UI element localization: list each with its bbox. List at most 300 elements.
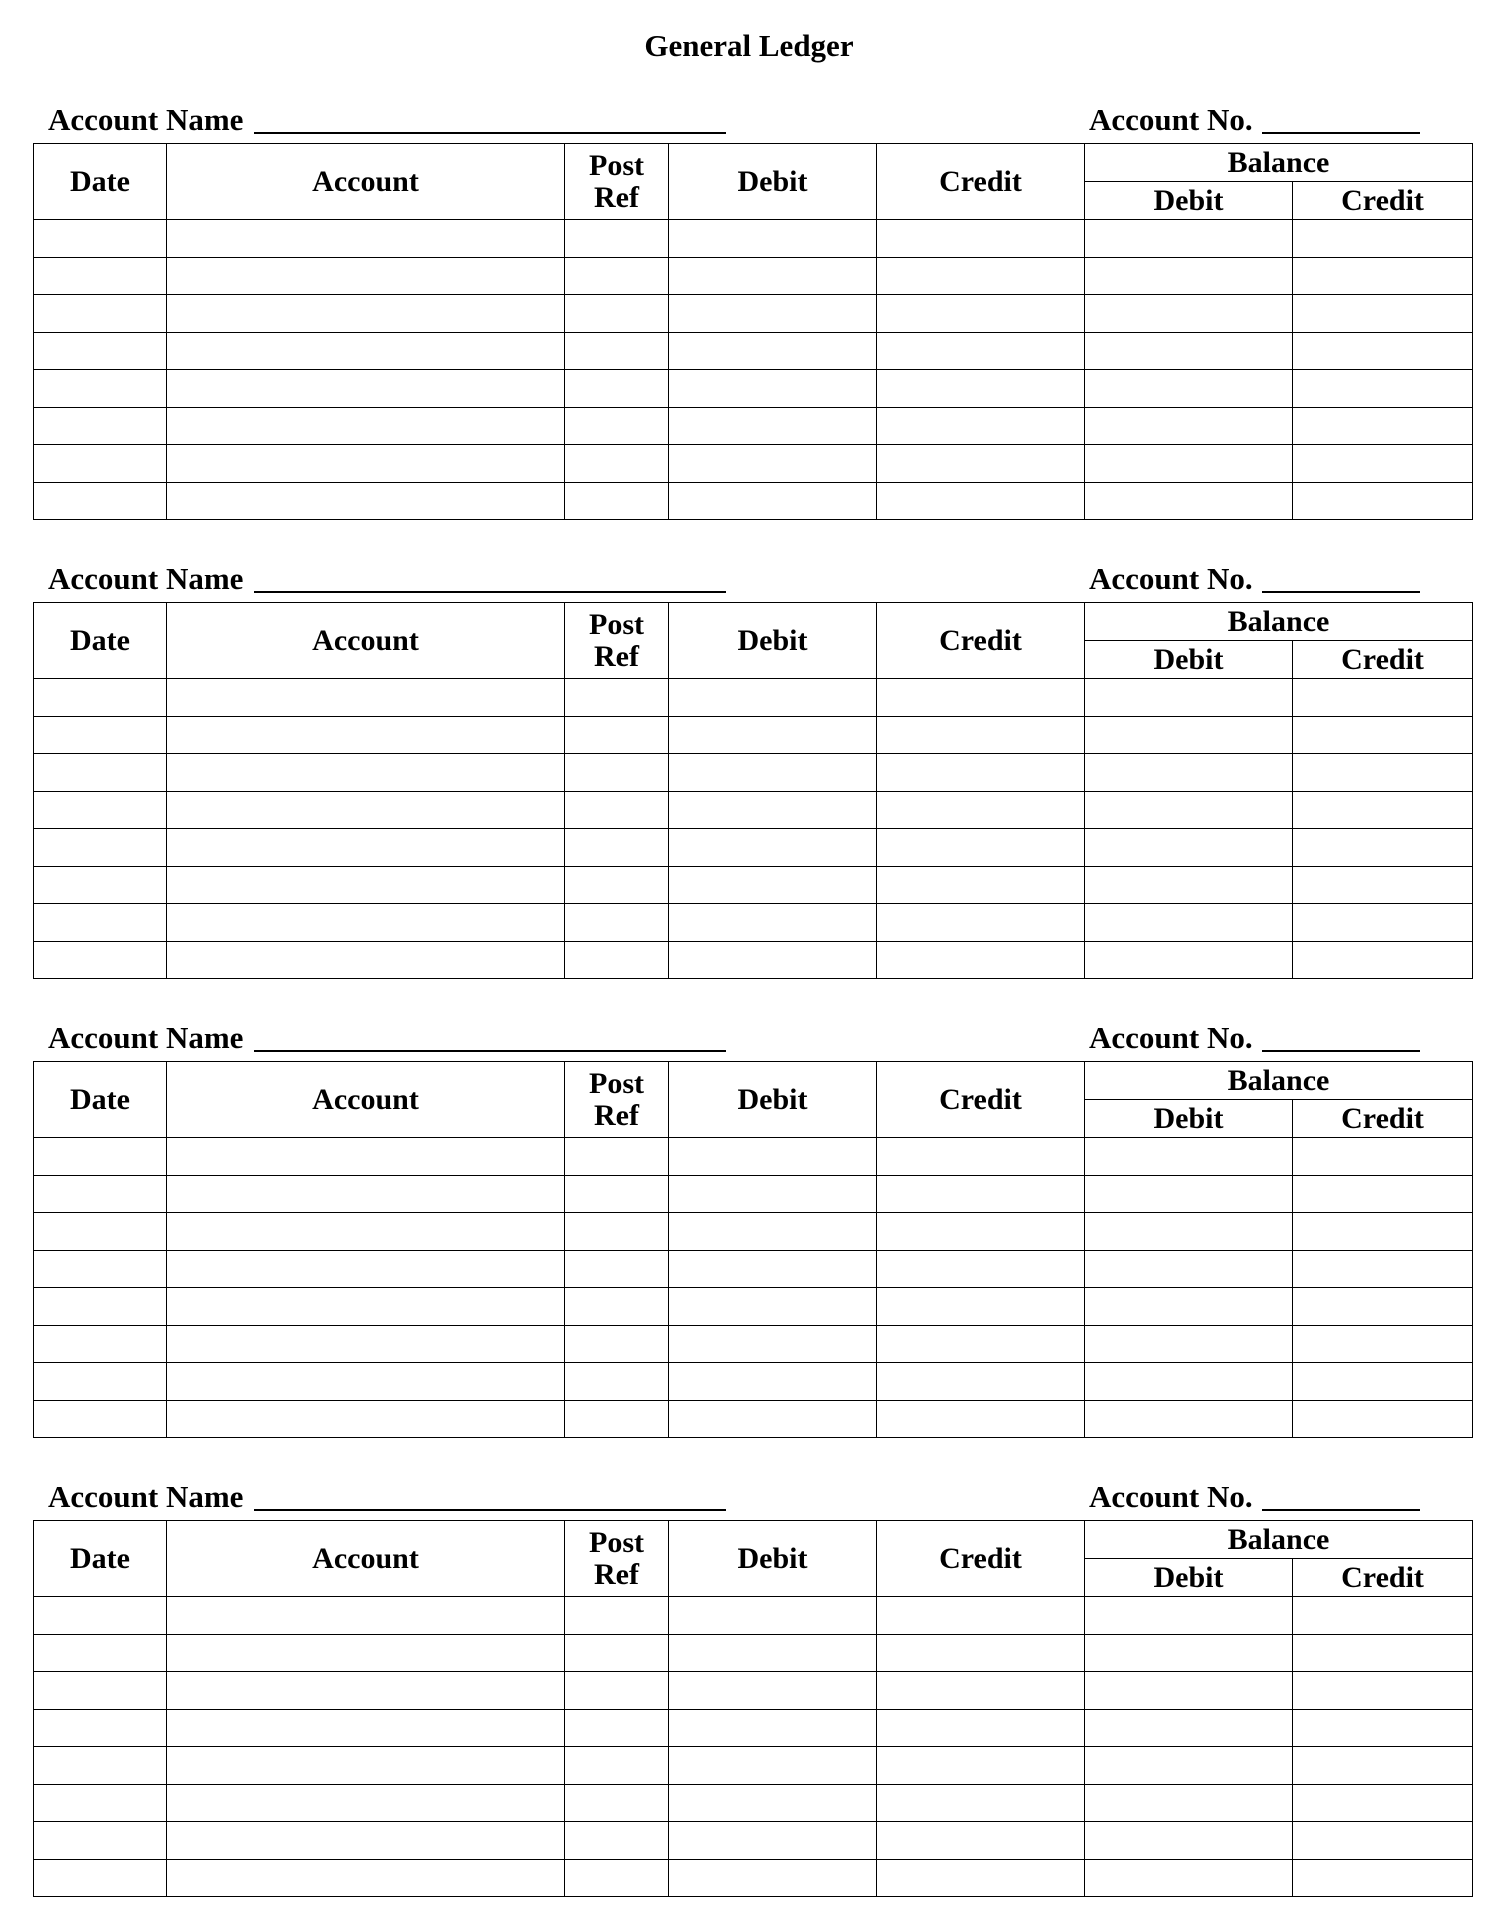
balance-debit-cell[interactable] bbox=[1085, 1250, 1293, 1288]
account-cell[interactable] bbox=[167, 1822, 565, 1860]
debit-cell[interactable] bbox=[669, 1672, 877, 1710]
credit-cell[interactable] bbox=[877, 1822, 1085, 1860]
table-row bbox=[34, 1672, 1473, 1710]
post-ref-cell[interactable] bbox=[565, 829, 669, 867]
post-ref-cell[interactable] bbox=[565, 1822, 669, 1860]
debit-cell[interactable] bbox=[669, 220, 877, 258]
balance-credit-cell[interactable] bbox=[1293, 679, 1473, 717]
balance-debit-cell[interactable] bbox=[1085, 1597, 1293, 1635]
column-header-debit: Debit bbox=[669, 144, 877, 220]
credit-cell[interactable] bbox=[877, 679, 1085, 717]
column-header-post-ref bbox=[565, 603, 669, 679]
table-row bbox=[34, 791, 1473, 829]
balance-credit-cell[interactable] bbox=[1293, 1747, 1473, 1785]
table-row bbox=[34, 1325, 1473, 1363]
balance-credit-cell[interactable] bbox=[1293, 257, 1473, 295]
balance-debit-cell[interactable] bbox=[1085, 295, 1293, 333]
account-cell[interactable] bbox=[167, 1363, 565, 1401]
post-ref-line1: Post bbox=[589, 1525, 644, 1559]
account-cell[interactable] bbox=[167, 1400, 565, 1438]
column-header-credit: Credit bbox=[877, 603, 1085, 679]
ledger-table bbox=[33, 602, 1473, 979]
debit-cell[interactable] bbox=[669, 904, 877, 942]
post-ref-cell[interactable] bbox=[565, 1288, 669, 1326]
date-cell[interactable] bbox=[34, 370, 167, 408]
account-cell[interactable] bbox=[167, 716, 565, 754]
post-ref-cell[interactable] bbox=[565, 220, 669, 258]
debit-cell[interactable] bbox=[669, 1363, 877, 1401]
column-header-balance-credit: Credit bbox=[1293, 641, 1473, 679]
account-name-label: Account Name bbox=[48, 1479, 244, 1514]
table-row bbox=[34, 829, 1473, 867]
account-cell[interactable] bbox=[167, 1672, 565, 1710]
post-ref-cell[interactable] bbox=[565, 791, 669, 829]
ledger-table bbox=[33, 143, 1473, 520]
post-ref-cell[interactable] bbox=[565, 1400, 669, 1438]
date-cell[interactable] bbox=[34, 1672, 167, 1710]
credit-cell[interactable] bbox=[877, 1859, 1085, 1897]
date-cell[interactable] bbox=[34, 1784, 167, 1822]
table-row bbox=[34, 754, 1473, 792]
account-cell[interactable] bbox=[167, 904, 565, 942]
debit-cell[interactable] bbox=[669, 716, 877, 754]
ledger-table bbox=[33, 1061, 1473, 1438]
debit-cell[interactable] bbox=[669, 941, 877, 979]
credit-cell[interactable] bbox=[877, 1784, 1085, 1822]
debit-cell[interactable] bbox=[669, 1250, 877, 1288]
debit-cell[interactable] bbox=[669, 754, 877, 792]
balance-credit-cell[interactable] bbox=[1293, 1400, 1473, 1438]
post-ref-cell[interactable] bbox=[565, 1250, 669, 1288]
debit-cell[interactable] bbox=[669, 1400, 877, 1438]
account-cell[interactable] bbox=[167, 1250, 565, 1288]
column-header-account: Account bbox=[167, 144, 565, 220]
date-cell[interactable] bbox=[34, 1213, 167, 1251]
post-ref-cell[interactable] bbox=[565, 370, 669, 408]
credit-cell[interactable] bbox=[877, 904, 1085, 942]
debit-cell[interactable] bbox=[669, 332, 877, 370]
debit-cell[interactable] bbox=[669, 370, 877, 408]
debit-cell[interactable] bbox=[669, 295, 877, 333]
balance-credit-cell[interactable] bbox=[1293, 716, 1473, 754]
account-no-field[interactable] bbox=[1262, 132, 1420, 134]
post-ref-cell[interactable] bbox=[565, 716, 669, 754]
balance-debit-cell[interactable] bbox=[1085, 1747, 1293, 1785]
column-header-balance: Balance bbox=[1085, 1521, 1473, 1559]
column-header-debit: Debit bbox=[669, 1062, 877, 1138]
credit-cell[interactable] bbox=[877, 482, 1085, 520]
column-header-balance-debit: Debit bbox=[1085, 641, 1293, 679]
column-header-balance: Balance bbox=[1085, 1062, 1473, 1100]
credit-cell[interactable] bbox=[877, 1213, 1085, 1251]
post-ref-line2: Ref bbox=[594, 180, 639, 214]
balance-credit-cell[interactable] bbox=[1293, 1634, 1473, 1672]
balance-debit-cell[interactable] bbox=[1085, 1363, 1293, 1401]
balance-credit-cell[interactable] bbox=[1293, 407, 1473, 445]
debit-cell[interactable] bbox=[669, 1288, 877, 1326]
credit-cell[interactable] bbox=[877, 1709, 1085, 1747]
account-cell[interactable] bbox=[167, 829, 565, 867]
balance-debit-cell[interactable] bbox=[1085, 941, 1293, 979]
credit-cell[interactable] bbox=[877, 866, 1085, 904]
column-header-account: Account bbox=[167, 603, 565, 679]
table-row bbox=[34, 370, 1473, 408]
credit-cell[interactable] bbox=[877, 1363, 1085, 1401]
credit-cell[interactable] bbox=[877, 716, 1085, 754]
table-row bbox=[34, 866, 1473, 904]
debit-cell[interactable] bbox=[669, 1784, 877, 1822]
column-header-account: Account bbox=[167, 1521, 565, 1597]
date-cell[interactable] bbox=[34, 866, 167, 904]
credit-cell[interactable] bbox=[877, 370, 1085, 408]
post-ref-cell[interactable] bbox=[565, 1709, 669, 1747]
balance-debit-cell[interactable] bbox=[1085, 791, 1293, 829]
date-cell[interactable] bbox=[34, 1400, 167, 1438]
date-cell[interactable] bbox=[34, 1859, 167, 1897]
account-cell[interactable] bbox=[167, 407, 565, 445]
balance-credit-cell[interactable] bbox=[1293, 295, 1473, 333]
column-header-balance-debit: Debit bbox=[1085, 1559, 1293, 1597]
post-ref-cell[interactable] bbox=[565, 407, 669, 445]
table-row bbox=[34, 332, 1473, 370]
column-header-credit: Credit bbox=[877, 1521, 1085, 1597]
account-cell[interactable] bbox=[167, 1175, 565, 1213]
account-cell[interactable] bbox=[167, 1213, 565, 1251]
date-cell[interactable] bbox=[34, 332, 167, 370]
balance-debit-cell[interactable] bbox=[1085, 1213, 1293, 1251]
debit-cell[interactable] bbox=[669, 866, 877, 904]
account-no-label: Account No. bbox=[1089, 1479, 1253, 1514]
post-ref-cell[interactable] bbox=[565, 257, 669, 295]
post-ref-line1: Post bbox=[589, 1066, 644, 1100]
balance-debit-cell[interactable] bbox=[1085, 370, 1293, 408]
date-cell[interactable] bbox=[34, 716, 167, 754]
table-row bbox=[34, 1400, 1473, 1438]
credit-cell[interactable] bbox=[877, 407, 1085, 445]
credit-cell[interactable] bbox=[877, 1288, 1085, 1326]
table-row bbox=[34, 1288, 1473, 1326]
ledger-section bbox=[0, 1477, 1498, 1917]
account-no-field[interactable] bbox=[1262, 1050, 1420, 1052]
account-cell[interactable] bbox=[167, 370, 565, 408]
account-cell[interactable] bbox=[167, 941, 565, 979]
account-cell[interactable] bbox=[167, 1747, 565, 1785]
date-cell[interactable] bbox=[34, 904, 167, 942]
debit-cell[interactable] bbox=[669, 1138, 877, 1176]
balance-debit-cell[interactable] bbox=[1085, 1138, 1293, 1176]
balance-debit-cell[interactable] bbox=[1085, 1822, 1293, 1860]
table-row bbox=[34, 1634, 1473, 1672]
credit-cell[interactable] bbox=[877, 1672, 1085, 1710]
debit-cell[interactable] bbox=[669, 829, 877, 867]
date-cell[interactable] bbox=[34, 1138, 167, 1176]
post-ref-cell[interactable] bbox=[565, 941, 669, 979]
balance-credit-cell[interactable] bbox=[1293, 941, 1473, 979]
balance-credit-cell[interactable] bbox=[1293, 1672, 1473, 1710]
balance-debit-cell[interactable] bbox=[1085, 829, 1293, 867]
balance-credit-cell[interactable] bbox=[1293, 370, 1473, 408]
credit-cell[interactable] bbox=[877, 295, 1085, 333]
account-cell[interactable] bbox=[167, 1859, 565, 1897]
account-cell[interactable] bbox=[167, 1325, 565, 1363]
balance-debit-cell[interactable] bbox=[1085, 1784, 1293, 1822]
column-header-credit: Credit bbox=[877, 144, 1085, 220]
date-cell[interactable] bbox=[34, 829, 167, 867]
post-ref-cell[interactable] bbox=[565, 1597, 669, 1635]
post-ref-cell[interactable] bbox=[565, 332, 669, 370]
debit-cell[interactable] bbox=[669, 482, 877, 520]
account-name-field[interactable] bbox=[254, 1050, 726, 1052]
balance-debit-cell[interactable] bbox=[1085, 1634, 1293, 1672]
date-cell[interactable] bbox=[34, 257, 167, 295]
date-cell[interactable] bbox=[34, 941, 167, 979]
debit-cell[interactable] bbox=[669, 1709, 877, 1747]
credit-cell[interactable] bbox=[877, 791, 1085, 829]
debit-cell[interactable] bbox=[669, 445, 877, 483]
credit-cell[interactable] bbox=[877, 1634, 1085, 1672]
balance-credit-cell[interactable] bbox=[1293, 1363, 1473, 1401]
table-row bbox=[34, 904, 1473, 942]
table-row bbox=[34, 1363, 1473, 1401]
account-cell[interactable] bbox=[167, 482, 565, 520]
date-cell[interactable] bbox=[34, 1288, 167, 1326]
debit-cell[interactable] bbox=[669, 257, 877, 295]
date-cell[interactable] bbox=[34, 1363, 167, 1401]
balance-credit-cell[interactable] bbox=[1293, 445, 1473, 483]
account-cell[interactable] bbox=[167, 445, 565, 483]
account-no-field[interactable] bbox=[1262, 591, 1420, 593]
date-cell[interactable] bbox=[34, 1597, 167, 1635]
balance-debit-cell[interactable] bbox=[1085, 445, 1293, 483]
account-cell[interactable] bbox=[167, 679, 565, 717]
credit-cell[interactable] bbox=[877, 829, 1085, 867]
date-cell[interactable] bbox=[34, 1175, 167, 1213]
balance-debit-cell[interactable] bbox=[1085, 716, 1293, 754]
credit-cell[interactable] bbox=[877, 220, 1085, 258]
table-row bbox=[34, 1709, 1473, 1747]
debit-cell[interactable] bbox=[669, 1822, 877, 1860]
post-ref-cell[interactable] bbox=[565, 1672, 669, 1710]
table-row bbox=[34, 1859, 1473, 1897]
balance-credit-cell[interactable] bbox=[1293, 1250, 1473, 1288]
post-ref-line1: Post bbox=[589, 607, 644, 641]
account-cell[interactable] bbox=[167, 1634, 565, 1672]
date-cell[interactable] bbox=[34, 407, 167, 445]
table-row bbox=[34, 941, 1473, 979]
column-header-debit: Debit bbox=[669, 603, 877, 679]
post-ref-cell[interactable] bbox=[565, 866, 669, 904]
balance-debit-cell[interactable] bbox=[1085, 904, 1293, 942]
debit-cell[interactable] bbox=[669, 407, 877, 445]
balance-debit-cell[interactable] bbox=[1085, 1325, 1293, 1363]
debit-cell[interactable] bbox=[669, 791, 877, 829]
post-ref-cell[interactable] bbox=[565, 295, 669, 333]
account-cell[interactable] bbox=[167, 332, 565, 370]
balance-debit-cell[interactable] bbox=[1085, 1288, 1293, 1326]
account-no-label: Account No. bbox=[1089, 102, 1253, 137]
column-header-balance-credit: Credit bbox=[1293, 182, 1473, 220]
debit-cell[interactable] bbox=[669, 1597, 877, 1635]
balance-credit-cell[interactable] bbox=[1293, 791, 1473, 829]
column-header-post-ref bbox=[565, 144, 669, 220]
balance-credit-cell[interactable] bbox=[1293, 1822, 1473, 1860]
credit-cell[interactable] bbox=[877, 754, 1085, 792]
table-row bbox=[34, 220, 1473, 258]
post-ref-cell[interactable] bbox=[565, 1138, 669, 1176]
credit-cell[interactable] bbox=[877, 257, 1085, 295]
balance-credit-cell[interactable] bbox=[1293, 829, 1473, 867]
account-name-field[interactable] bbox=[254, 591, 726, 593]
balance-credit-cell[interactable] bbox=[1293, 1325, 1473, 1363]
credit-cell[interactable] bbox=[877, 1138, 1085, 1176]
account-name-label: Account Name bbox=[48, 102, 244, 137]
account-cell[interactable] bbox=[167, 1784, 565, 1822]
date-cell[interactable] bbox=[34, 220, 167, 258]
balance-credit-cell[interactable] bbox=[1293, 754, 1473, 792]
balance-credit-cell[interactable] bbox=[1293, 1213, 1473, 1251]
debit-cell[interactable] bbox=[669, 1859, 877, 1897]
account-cell[interactable] bbox=[167, 1138, 565, 1176]
account-no-label: Account No. bbox=[1089, 561, 1253, 596]
debit-cell[interactable] bbox=[669, 1213, 877, 1251]
table-row bbox=[34, 716, 1473, 754]
account-cell[interactable] bbox=[167, 257, 565, 295]
post-ref-cell[interactable] bbox=[565, 1363, 669, 1401]
account-cell[interactable] bbox=[167, 1709, 565, 1747]
balance-debit-cell[interactable] bbox=[1085, 257, 1293, 295]
balance-debit-cell[interactable] bbox=[1085, 866, 1293, 904]
balance-credit-cell[interactable] bbox=[1293, 1175, 1473, 1213]
credit-cell[interactable] bbox=[877, 332, 1085, 370]
date-cell[interactable] bbox=[34, 1250, 167, 1288]
post-ref-cell[interactable] bbox=[565, 1747, 669, 1785]
column-header-balance: Balance bbox=[1085, 603, 1473, 641]
post-ref-cell[interactable] bbox=[565, 1213, 669, 1251]
balance-debit-cell[interactable] bbox=[1085, 332, 1293, 370]
balance-credit-cell[interactable] bbox=[1293, 332, 1473, 370]
post-ref-cell[interactable] bbox=[565, 1634, 669, 1672]
balance-credit-cell[interactable] bbox=[1293, 1288, 1473, 1326]
date-cell[interactable] bbox=[34, 295, 167, 333]
balance-debit-cell[interactable] bbox=[1085, 754, 1293, 792]
column-header-balance-debit: Debit bbox=[1085, 1100, 1293, 1138]
account-cell[interactable] bbox=[167, 791, 565, 829]
account-cell[interactable] bbox=[167, 1288, 565, 1326]
credit-cell[interactable] bbox=[877, 1747, 1085, 1785]
date-cell[interactable] bbox=[34, 482, 167, 520]
account-name-label: Account Name bbox=[48, 561, 244, 596]
balance-credit-cell[interactable] bbox=[1293, 1859, 1473, 1897]
post-ref-cell[interactable] bbox=[565, 482, 669, 520]
table-row bbox=[34, 1822, 1473, 1860]
balance-debit-cell[interactable] bbox=[1085, 1859, 1293, 1897]
balance-debit-cell[interactable] bbox=[1085, 407, 1293, 445]
credit-cell[interactable] bbox=[877, 1250, 1085, 1288]
date-cell[interactable] bbox=[34, 754, 167, 792]
date-cell[interactable] bbox=[34, 679, 167, 717]
date-cell[interactable] bbox=[34, 1747, 167, 1785]
balance-credit-cell[interactable] bbox=[1293, 1597, 1473, 1635]
balance-credit-cell[interactable] bbox=[1293, 220, 1473, 258]
column-header-date: Date bbox=[34, 603, 167, 679]
post-ref-cell[interactable] bbox=[565, 445, 669, 483]
debit-cell[interactable] bbox=[669, 1634, 877, 1672]
balance-credit-cell[interactable] bbox=[1293, 1709, 1473, 1747]
balance-credit-cell[interactable] bbox=[1293, 1138, 1473, 1176]
post-ref-cell[interactable] bbox=[565, 1175, 669, 1213]
column-header-post-ref bbox=[565, 1521, 669, 1597]
post-ref-line2: Ref bbox=[594, 639, 639, 673]
balance-debit-cell[interactable] bbox=[1085, 482, 1293, 520]
column-header-balance-credit: Credit bbox=[1293, 1100, 1473, 1138]
balance-debit-cell[interactable] bbox=[1085, 1175, 1293, 1213]
date-cell[interactable] bbox=[34, 1822, 167, 1860]
account-name-field[interactable] bbox=[254, 132, 726, 134]
credit-cell[interactable] bbox=[877, 1400, 1085, 1438]
account-cell[interactable] bbox=[167, 754, 565, 792]
account-cell[interactable] bbox=[167, 220, 565, 258]
post-ref-line1: Post bbox=[589, 148, 644, 182]
post-ref-cell[interactable] bbox=[565, 679, 669, 717]
date-cell[interactable] bbox=[34, 1634, 167, 1672]
debit-cell[interactable] bbox=[669, 1175, 877, 1213]
credit-cell[interactable] bbox=[877, 1325, 1085, 1363]
post-ref-cell[interactable] bbox=[565, 1784, 669, 1822]
credit-cell[interactable] bbox=[877, 1175, 1085, 1213]
balance-debit-cell[interactable] bbox=[1085, 679, 1293, 717]
post-ref-cell[interactable] bbox=[565, 754, 669, 792]
account-cell[interactable] bbox=[167, 295, 565, 333]
post-ref-cell[interactable] bbox=[565, 1325, 669, 1363]
post-ref-cell[interactable] bbox=[565, 1859, 669, 1897]
column-header-credit: Credit bbox=[877, 1062, 1085, 1138]
balance-credit-cell[interactable] bbox=[1293, 482, 1473, 520]
account-no-field[interactable] bbox=[1262, 1509, 1420, 1511]
balance-credit-cell[interactable] bbox=[1293, 904, 1473, 942]
balance-debit-cell[interactable] bbox=[1085, 1400, 1293, 1438]
credit-cell[interactable] bbox=[877, 1597, 1085, 1635]
balance-debit-cell[interactable] bbox=[1085, 1709, 1293, 1747]
table-row bbox=[34, 1597, 1473, 1635]
ledger-section bbox=[0, 1018, 1498, 1458]
debit-cell[interactable] bbox=[669, 679, 877, 717]
balance-debit-cell[interactable] bbox=[1085, 220, 1293, 258]
table-row bbox=[34, 679, 1473, 717]
column-header-debit: Debit bbox=[669, 1521, 877, 1597]
credit-cell[interactable] bbox=[877, 941, 1085, 979]
balance-credit-cell[interactable] bbox=[1293, 866, 1473, 904]
table-row bbox=[34, 1784, 1473, 1822]
ledger-section bbox=[0, 559, 1498, 999]
credit-cell[interactable] bbox=[877, 445, 1085, 483]
table-row bbox=[34, 295, 1473, 333]
balance-credit-cell[interactable] bbox=[1293, 1784, 1473, 1822]
date-cell[interactable] bbox=[34, 1325, 167, 1363]
date-cell[interactable] bbox=[34, 445, 167, 483]
date-cell[interactable] bbox=[34, 791, 167, 829]
table-row bbox=[34, 1175, 1473, 1213]
date-cell[interactable] bbox=[34, 1709, 167, 1747]
debit-cell[interactable] bbox=[669, 1747, 877, 1785]
balance-debit-cell[interactable] bbox=[1085, 1672, 1293, 1710]
account-name-field[interactable] bbox=[254, 1509, 726, 1511]
account-cell[interactable] bbox=[167, 1597, 565, 1635]
account-cell[interactable] bbox=[167, 866, 565, 904]
table-row bbox=[34, 445, 1473, 483]
debit-cell[interactable] bbox=[669, 1325, 877, 1363]
post-ref-cell[interactable] bbox=[565, 904, 669, 942]
table-row bbox=[34, 1213, 1473, 1251]
